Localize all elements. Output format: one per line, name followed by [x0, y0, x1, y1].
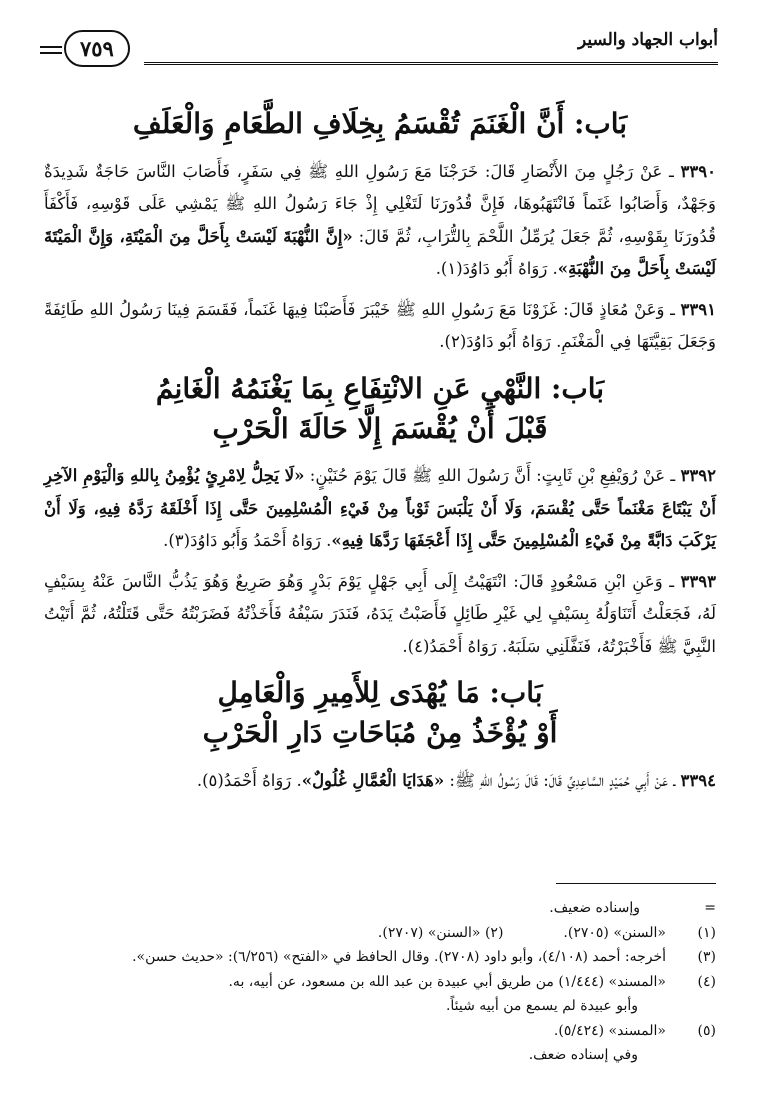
hadith-number: ٣٣٩٠	[680, 161, 716, 181]
prophetic-quote: «هَدَايَا الْعُمَّالِ غُلُولٌ»	[301, 770, 445, 790]
footnote-continuation	[44, 896, 716, 921]
chapter-heading-line: بَاب: أَنَّ الْغَنَمَ تُقْسَمُ بِخِلَافِ الطَّعَامِ وَالْعَلَفِ	[132, 107, 628, 140]
chapter-heading	[44, 369, 716, 449]
footnote-text: «السنن» (٢٧٠٥).	[563, 924, 666, 941]
hadith-number: ٣٣٩٤	[680, 770, 716, 790]
footnote-line: وفي إسناده ضعف.	[528, 1047, 638, 1063]
footnote-separator	[556, 883, 716, 884]
header-dash	[40, 52, 62, 54]
footnote-text: وإسناده ضعيف.	[549, 900, 640, 916]
header-dash	[40, 46, 62, 48]
hadith-number: ٣٣٩٣	[680, 571, 716, 591]
footnote-text: «المسند» (١/٤٤٤) من طريق أبي عبيدة بن عبد الله بن مسعود، عن أبيه، به.	[228, 973, 666, 990]
page-header	[40, 22, 718, 72]
prophetic-quote: «إِنَّ النُّهْبَةَ لَيْسَتْ بِأَحَلَّ مِنَ الْمَيْتَةِ، وَإِنَّ الْمَيْتَةَ لَيْسَتْ بِأَحَلَّ مِنَ النُّهْبَةِ»	[44, 226, 716, 279]
hadith-text: ـ عَنْ رُوَيْفِعِ بْنِ ثَابِتٍ: أَنَّ رَسُولَ اللهِ ﷺ قَالَ يَوْمَ حُنَيْنٍ:	[304, 466, 681, 486]
running-title: أبواب الجهاد والسير	[577, 30, 718, 50]
hadith-source: . رَوَاهُ أَحْمَدُ وَأَبُو دَاوُدَ(٣).	[163, 531, 332, 551]
hadith-number: ٣٣٩٢	[680, 466, 716, 486]
footnote-text: «السنن» (٢٧٠٧).	[377, 924, 481, 941]
footnote-text: أخرجه: أحمد (٤/١٠٨)، وأبو داود (٢٧٠٨). وقال الحافظ في «الفتح» (٦/٢٥٦): «حديث حسن».	[132, 949, 666, 965]
hadith-3391	[44, 294, 716, 359]
footnote-mark: =	[704, 900, 716, 916]
footnote-mark: (١)	[697, 924, 716, 941]
prophetic-quote: «لَا يَحِلُّ لِامْرِئٍ يُؤْمِنُ بِاللهِ وَالْيَوْمِ الآخِرِ أَنْ يَبْتَاعَ مَغْنَماً حَتَّى يُقْسَمَ، وَلَا أَنْ يَلْبَسَ ثَوْباً مِنْ فَيْءِ الْمُسْلِمِينَ حَتَّى إِذَا أَخْلَقَهُ رَدَّهُ فِيهِ، وَلَا أَنْ يَرْكَبَ دَابَّةً مِنْ فَيْءِ الْمُسْلِمِينَ حَتَّى إِذَا أَعْجَفَهَا رَدَّهَا فِيهِ»	[44, 466, 716, 551]
hadith-source: . رَوَاهُ أَحْمَدُ(٥).	[196, 770, 302, 790]
chapter-heading-line: أَوْ يُؤْخَذُ مِنْ مُبَاحَاتِ دَارِ الْحَرْبِ	[202, 716, 558, 749]
footnote-cell	[378, 921, 504, 946]
footnote-row	[44, 921, 716, 946]
footnote-text: «المسند» (٥/٤٢٤).	[553, 1022, 666, 1039]
hadith-text: ـ عَنْ رَجُلٍ مِنَ الأَنْصَارِ قَالَ: خَرَجْنَا مَعَ رَسُولِ اللهِ ﷺ فِي سَفَرٍ، فَأَصَابَ النَّاسَ حَاجَةٌ شَدِيدَةٌ وَجَهْدٌ، وَأَصَابُوا غَنَماً فَانْتَهَبُوهَا، فَإِنَّ قُدُورَنَا لَتَغْلِي إِذْ جَاءَ رَسُولُ اللهِ ﷺ يَمْشِي عَلَى قَوْسِهِ، فَأَكْفَأَ قُدُورَنَا بِقَوْسِهِ، ثُمَّ جَعَلَ يُرَمِّلُ اللَّحْمَ بِالتُّرَابِ، ثُمَّ قَالَ:	[44, 161, 716, 246]
chapter-heading-line: قَبْلَ أَنْ يُقْسَمَ إِلَّا حَالَةَ الْحَرْبِ	[212, 411, 548, 445]
chapter-heading-line: بَاب: مَا يُهْدَى لِلأَمِيرِ وَالْعَامِلِ	[217, 676, 543, 710]
page-body	[44, 94, 716, 805]
footnote-mark: (٥)	[697, 1022, 716, 1039]
footnote-mark: (٣)	[697, 949, 716, 965]
hadith-source: . رَوَاهُ أَبُو دَاوُدَ(١).	[435, 259, 558, 279]
chapter-heading	[44, 104, 716, 144]
page-number: ٧٥٩	[64, 30, 130, 67]
hadith-text: ـ وَعَنْ مُعَاذٍ قَالَ: غَزَوْنَا مَعَ رَسُولِ اللهِ ﷺ خَيْبَرَ فَأَصَبْنَا فِيهَا غَنَماً، فَقَسَمَ فِينَا رَسُولُ اللهِ طَائِفَةً وَجَعَلَ بَقِيَّتَهَا فِي الْمَغْنَمِ. رَوَاهُ أَبُو دَاوُدَ(٢).	[44, 299, 716, 352]
footnote	[44, 945, 716, 970]
hadith-3394	[44, 765, 716, 798]
footnotes	[44, 896, 716, 1068]
hadith-number: ٣٣٩١	[680, 299, 716, 319]
chapter-heading-line: بَاب: النَّهْيِ عَنِ الانْتِفَاعِ بِمَا يَغْنَمُهُ الْغَانِمُ	[155, 371, 605, 405]
hadith-3390	[44, 156, 716, 286]
footnote-mark: (٢)	[484, 924, 504, 941]
hadith-3392	[44, 460, 716, 558]
header-rule	[144, 62, 718, 65]
footnote	[44, 1019, 716, 1044]
hadith-text: ـ وَعَنِ ابْنِ مَسْعُودٍ قَالَ: انْتَهَيْتُ إِلَى أَبِي جَهْلٍ يَوْمَ بَدْرٍ وَهُوَ صَرِيعٌ وَهُوَ يَذُبُّ النَّاسَ عَنْهُ بِسَيْفٍ لَهُ، فَجَعَلْتُ أَتَنَاوَلُهُ بِسَيْفٍ لِي غَيْرِ طَائِلٍ فَأَصَبْتُ يَدَهُ، فَنَدَرَ سَيْفُهُ فَأَخَذْتُهُ فَضَرَبْتُهُ حَتَّى قَتَلْتُهُ، ثُمَّ أَتَيْتُ النَّبِيَّ ﷺ فَأَخْبَرْتُهُ، فَنَفَّلَنِي سَلَبَهُ. رَوَاهُ أَحْمَدُ(٤).	[44, 571, 716, 656]
footnote-line: وأبو عبيدة لم يسمع من أبيه شيئاً.	[445, 998, 638, 1014]
hadith-3393	[44, 566, 716, 664]
footnote-mark: (٤)	[697, 973, 716, 990]
chapter-heading	[44, 673, 716, 753]
hadith-text: ـ عَنْ أَبِي حُمَيْدٍ السَّاعِدِيِّ قَالَ: قَالَ رَسُولُ اللهِ ﷺ:	[444, 770, 681, 790]
footnote	[44, 970, 716, 995]
